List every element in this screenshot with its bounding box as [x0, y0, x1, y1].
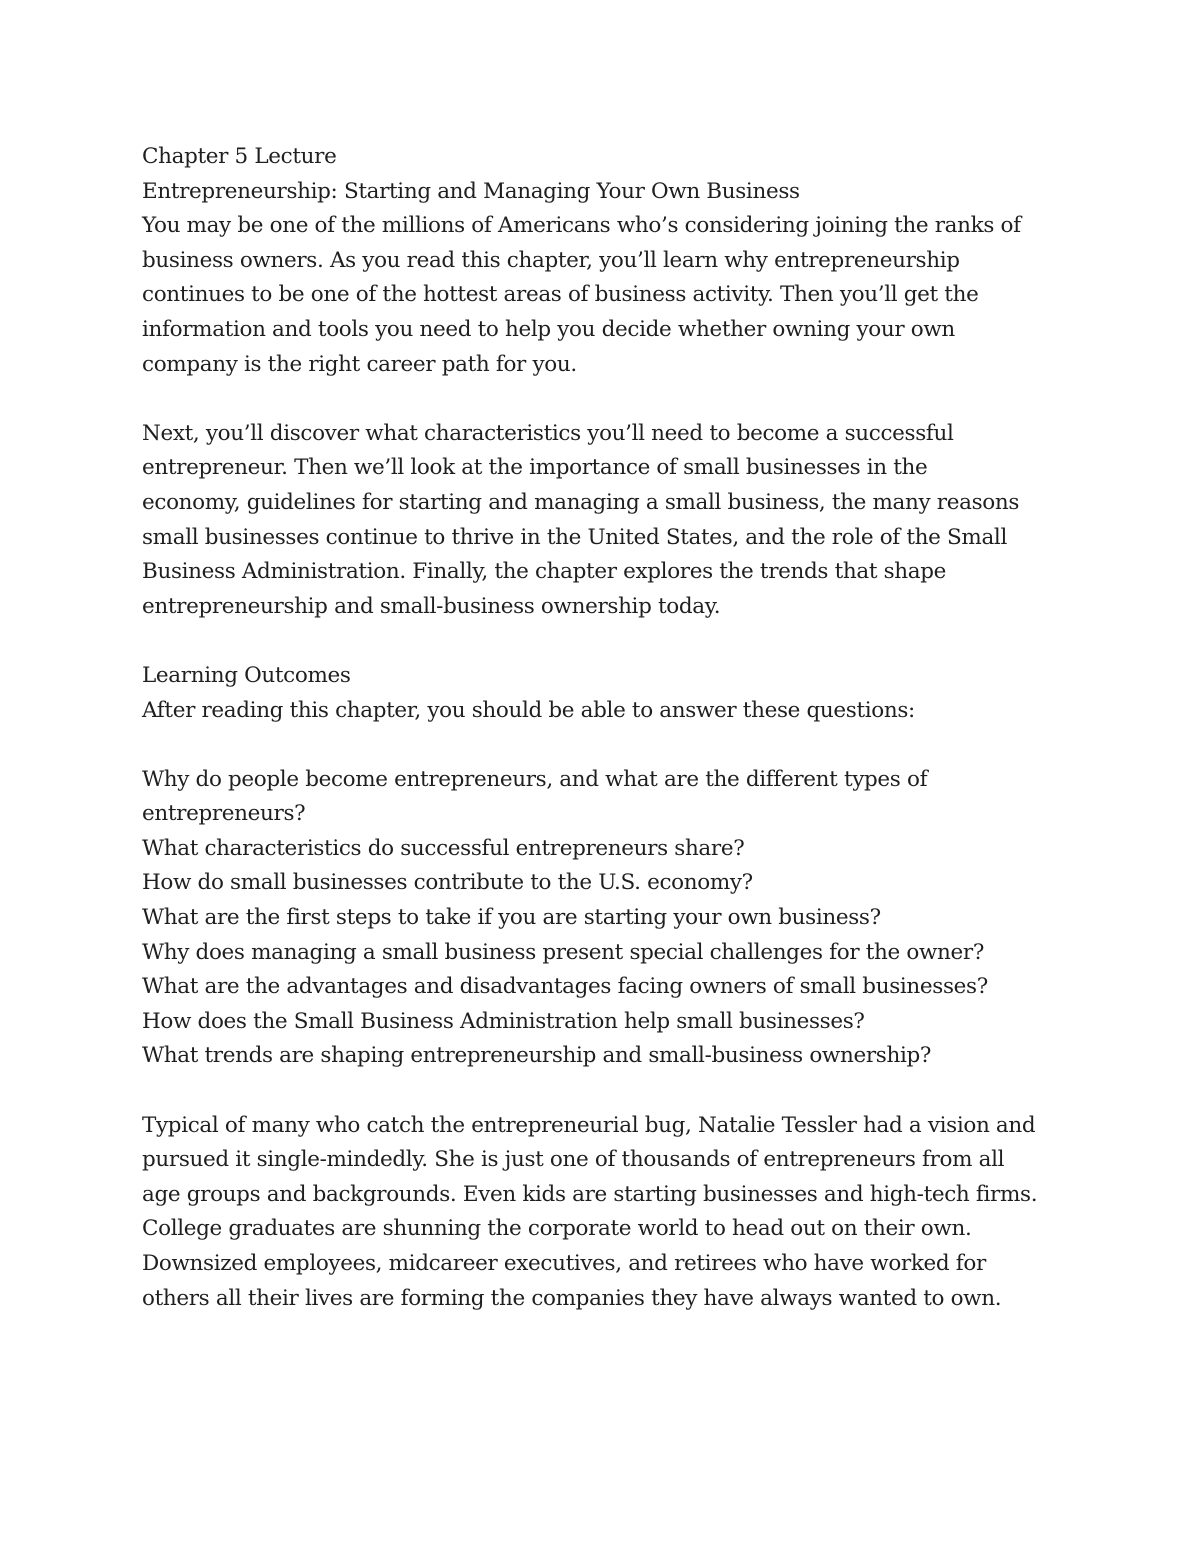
- learning-outcomes-intro: After reading this chapter, you should be able to answer these questions:: [142, 697, 915, 723]
- paragraph-line: information and tools you need to help you decide whether owning your own: [142, 316, 955, 342]
- paragraph-spacer: [142, 624, 1072, 659]
- intro-paragraph: [142, 209, 1072, 382]
- next-paragraph: [142, 417, 1072, 625]
- paragraph-line: Business Administration. Finally, the chapter explores the trends that shape: [142, 559, 947, 585]
- paragraph-line: College graduates are shunning the corporate world to head out on their own.: [142, 1216, 972, 1242]
- paragraph-line: others all their lives are forming the companies they have always wanted to own.: [142, 1285, 1002, 1311]
- paragraph-line: continues to be one of the hottest areas of business activity. Then you’ll get the: [142, 282, 979, 308]
- list-item: How do small businesses contribute to the U.S. economy?: [142, 870, 753, 896]
- paragraph-line: entrepreneurship and small-business ownership today.: [142, 593, 721, 619]
- closing-paragraph: [142, 1109, 1072, 1317]
- list-item: What are the advantages and disadvantages facing owners of small businesses?: [142, 974, 988, 1000]
- paragraph-line: business owners. As you read this chapter, you’ll learn why entrepreneurship: [142, 247, 960, 273]
- list-item: Why do people become entrepreneurs, and what are the different types of: [142, 766, 928, 792]
- document-subtitle: Entrepreneurship: Starting and Managing Your Own Business: [142, 178, 800, 204]
- paragraph-line: pursued it single-mindedly. She is just one of thousands of entrepreneurs from all: [142, 1147, 1005, 1173]
- paragraph-line: Typical of many who catch the entrepreneurial bug, Natalie Tessler had a vision and: [142, 1112, 1036, 1138]
- list-item: What characteristics do successful entrepreneurs share?: [142, 835, 745, 861]
- paragraph-line: economy, guidelines for starting and managing a small business, the many reasons: [142, 489, 1020, 515]
- learning-outcomes-heading: Learning Outcomes: [142, 662, 351, 688]
- paragraph-line: age groups and backgrounds. Even kids are starting businesses and high-tech firms.: [142, 1181, 1038, 1207]
- paragraph-line: You may be one of the millions of Americans who’s considering joining the ranks of: [142, 213, 1021, 239]
- list-item: What trends are shaping entrepreneurship and small-business ownership?: [142, 1043, 932, 1069]
- paragraph-line: small businesses continue to thrive in the United States, and the role of the Small: [142, 524, 1007, 550]
- paragraph-line: company is the right career path for you.: [142, 351, 577, 377]
- document-page: [142, 140, 1072, 1316]
- list-item: entrepreneurs?: [142, 801, 306, 827]
- paragraph-spacer: [142, 728, 1072, 763]
- paragraph-line: Downsized employees, midcareer executives, and retirees who have worked for: [142, 1251, 986, 1276]
- paragraph-spacer: [142, 1074, 1072, 1109]
- learning-outcomes-list: [142, 763, 1072, 1074]
- list-item: How does the Small Business Administration help small businesses?: [142, 1008, 865, 1034]
- document-title: Chapter 5 Lecture: [142, 144, 337, 169]
- paragraph-line: entrepreneur. Then we’ll look at the importance of small businesses in the: [142, 455, 928, 481]
- list-item: Why does managing a small business present special challenges for the owner?: [142, 939, 985, 965]
- paragraph-spacer: [142, 382, 1072, 417]
- list-item: What are the first steps to take if you are starting your own business?: [142, 905, 881, 931]
- paragraph-line: Next, you’ll discover what characteristics you’ll need to become a successful: [142, 420, 954, 446]
